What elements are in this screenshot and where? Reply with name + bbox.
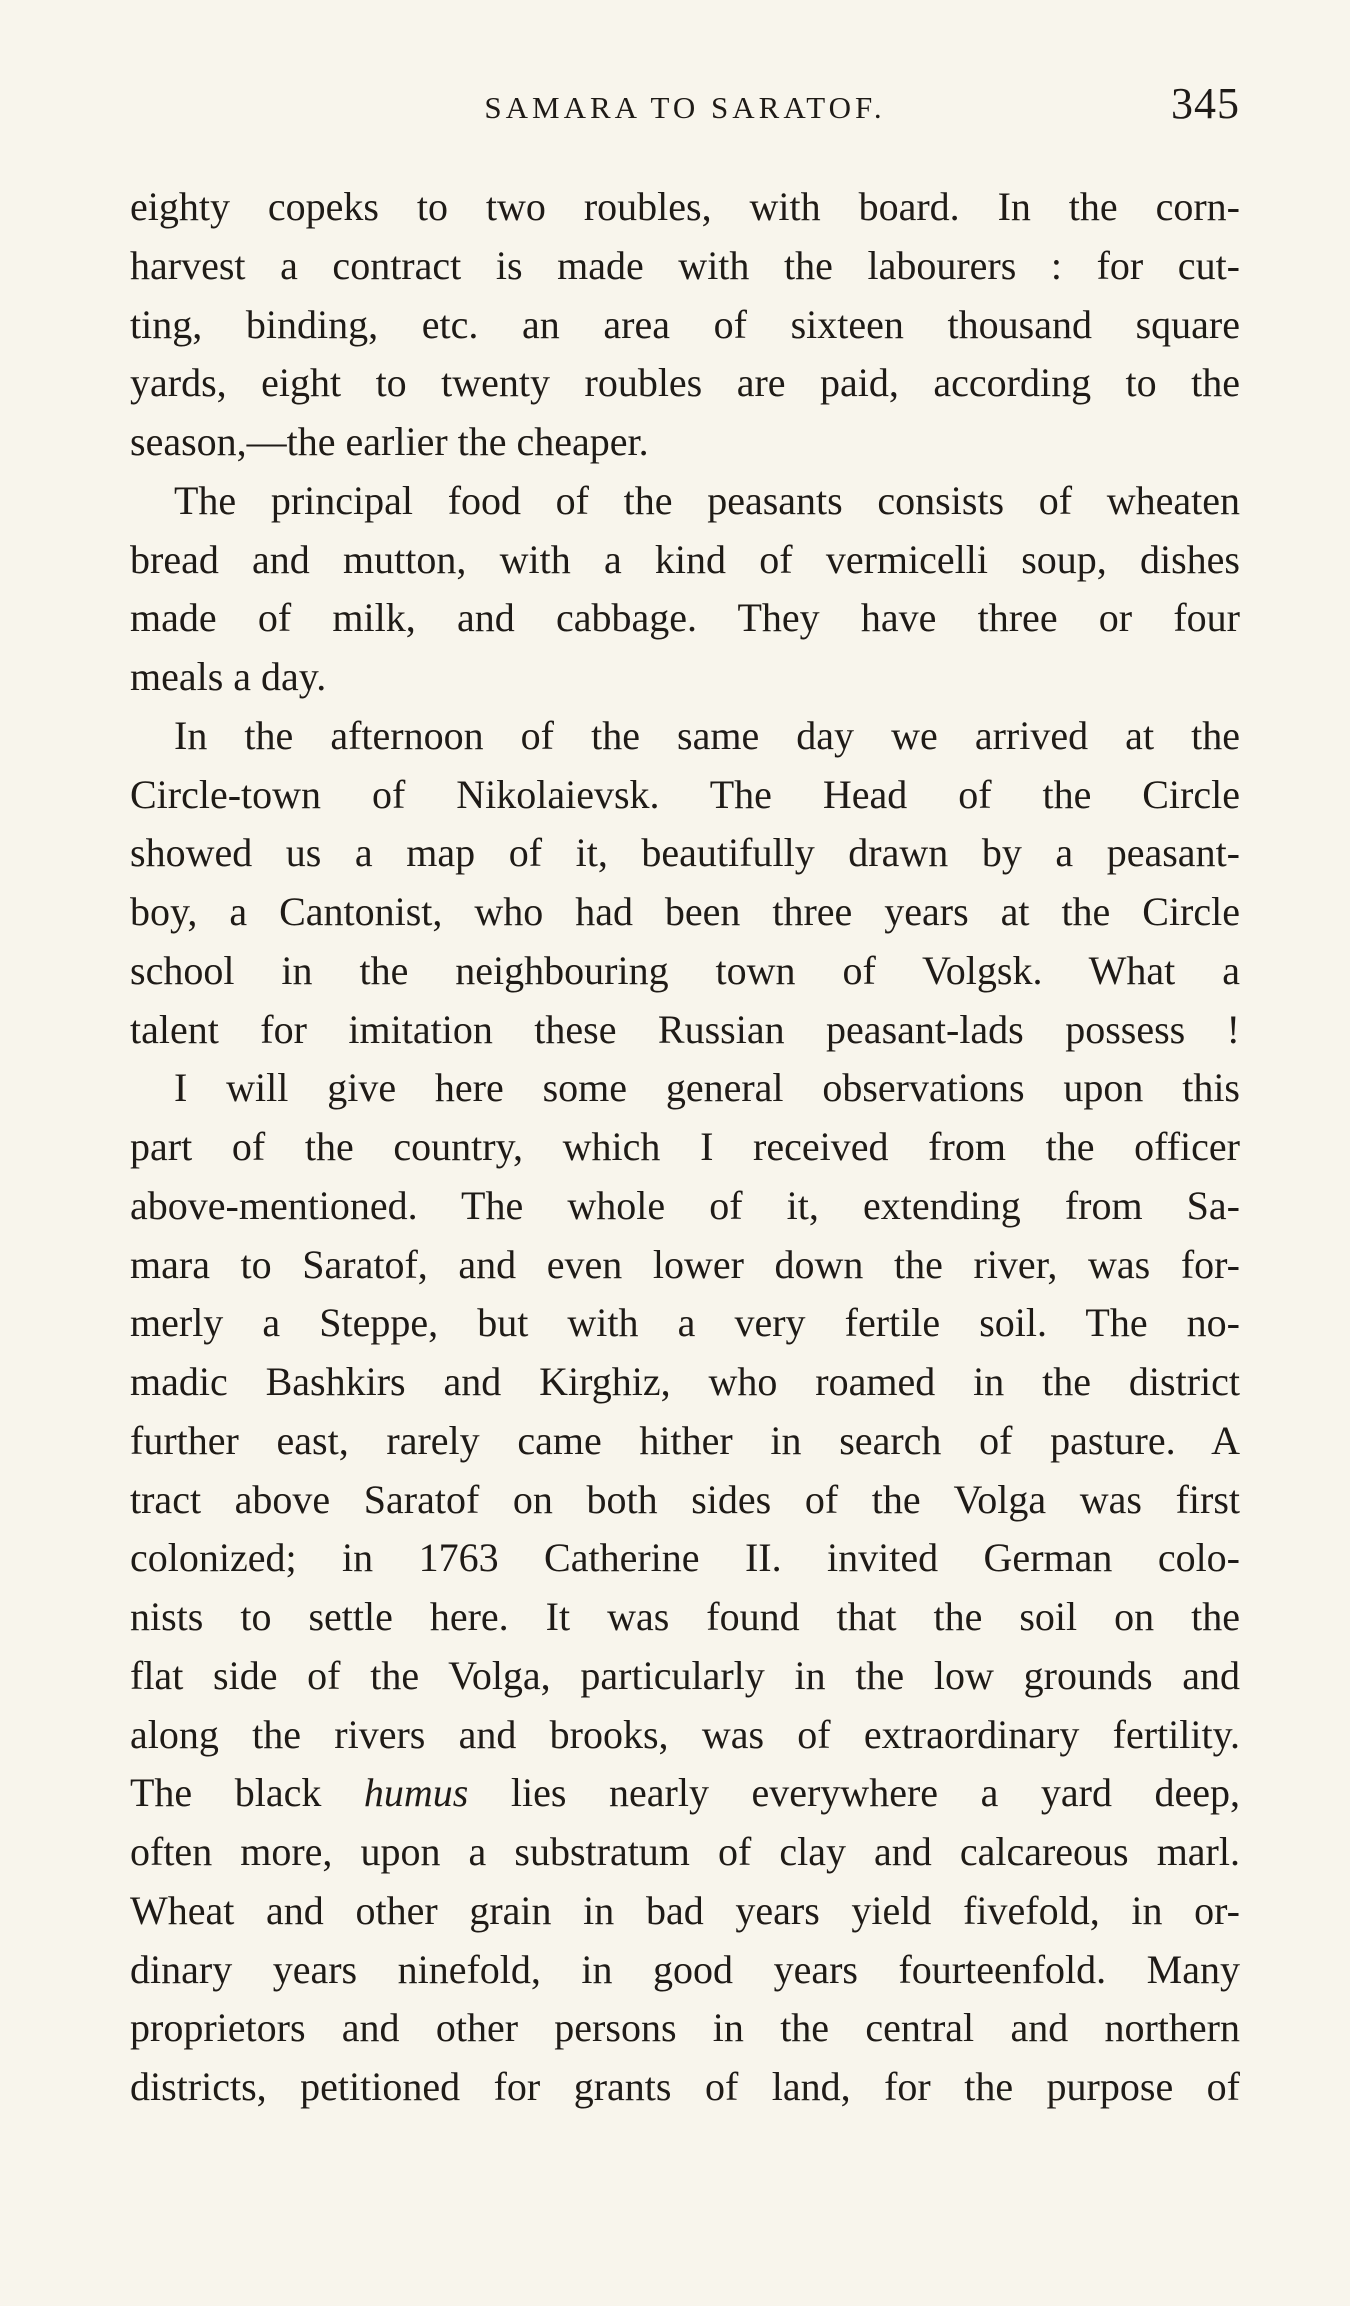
text-line: Circle-town of Nikolaievsk. The Head of the Circle (130, 771, 1240, 817)
text-line: merly a Steppe, but with a very fertile soil. The no- (130, 1300, 1240, 1346)
text-line-with-italic (130, 1764, 1240, 1823)
text-line: bread and mutton, with a kind of vermicelli soup, dishes (130, 536, 1240, 582)
text-line: season,—the earlier the cheaper. (130, 419, 649, 464)
text-line: yards, eight to twenty roubles are paid, according to the (130, 360, 1240, 406)
text-line: talent for imitation these Russian peasant-lads possess ! (130, 1006, 1240, 1052)
text-line: meals a day. (130, 654, 327, 699)
text-line: Wheat and other grain in bad years yield fivefold, in or- (130, 1887, 1240, 1933)
text-line: mara to Saratof, and even lower down the river, was for- (130, 1241, 1240, 1287)
body-text (130, 178, 1240, 2117)
text-line: The principal food of the peasants consists of wheaten (174, 477, 1240, 523)
text-line: often more, upon a substratum of clay and calcareous marl. (130, 1829, 1240, 1874)
text-line: nists to settle here. It was found that the soil on the (130, 1594, 1240, 1639)
text-line: flat side of the Volga, particularly in the low grounds and (130, 1652, 1240, 1698)
text-line: part of the country, which I received from the officer (130, 1124, 1240, 1169)
text-line: eighty copeks to two roubles, with board. In the corn- (130, 184, 1240, 229)
text-line: showed us a map of it, beautifully drawn by a peasant- (130, 830, 1240, 876)
text-line: districts, petitioned for grants of land, for the purpose of (130, 2064, 1240, 2109)
text-line: harvest a contract is made with the labourers : for cut- (130, 242, 1240, 288)
running-head (130, 78, 1240, 138)
text-segment: lies nearly everywhere a yard deep, (468, 1770, 1240, 1816)
text-line: In the afternoon of the same day we arrived at the (174, 712, 1240, 758)
text-line: colonized; in 1763 Catherine II. invited German colo- (130, 1535, 1240, 1581)
text-line: ting, binding, etc. an area of sixteen thousand square (130, 301, 1240, 347)
running-title: SAMARA TO SARATOF. (484, 90, 886, 125)
text-line: along the rivers and brooks, was of extraordinary fertility. (130, 1711, 1240, 1757)
page-number: 345 (1171, 79, 1240, 128)
text-line: madic Bashkirs and Kirghiz, who roamed in the district (130, 1359, 1240, 1404)
text-line: further east, rarely came hither in search of pasture. A (130, 1417, 1240, 1463)
text-line: above-mentioned. The whole of it, extending from Sa- (130, 1182, 1240, 1228)
text-segment: The black (130, 1770, 364, 1816)
text-line: school in the neighbouring town of Volgsk. What a (130, 947, 1240, 993)
text-line: boy, a Cantonist, who had been three years at the Circle (130, 889, 1240, 934)
text-line: proprietors and other persons in the central and northern (130, 2005, 1240, 2051)
italic-word-humus: humus (363, 1770, 469, 1816)
text-line: made of milk, and cabbage. They have three or four (130, 595, 1240, 641)
text-line: I will give here some general observations upon this (174, 1065, 1240, 1111)
text-line: dinary years ninefold, in good years fourteenfold. Many (130, 1946, 1240, 1992)
text-line: tract above Saratof on both sides of the Volga was first (130, 1476, 1240, 1522)
